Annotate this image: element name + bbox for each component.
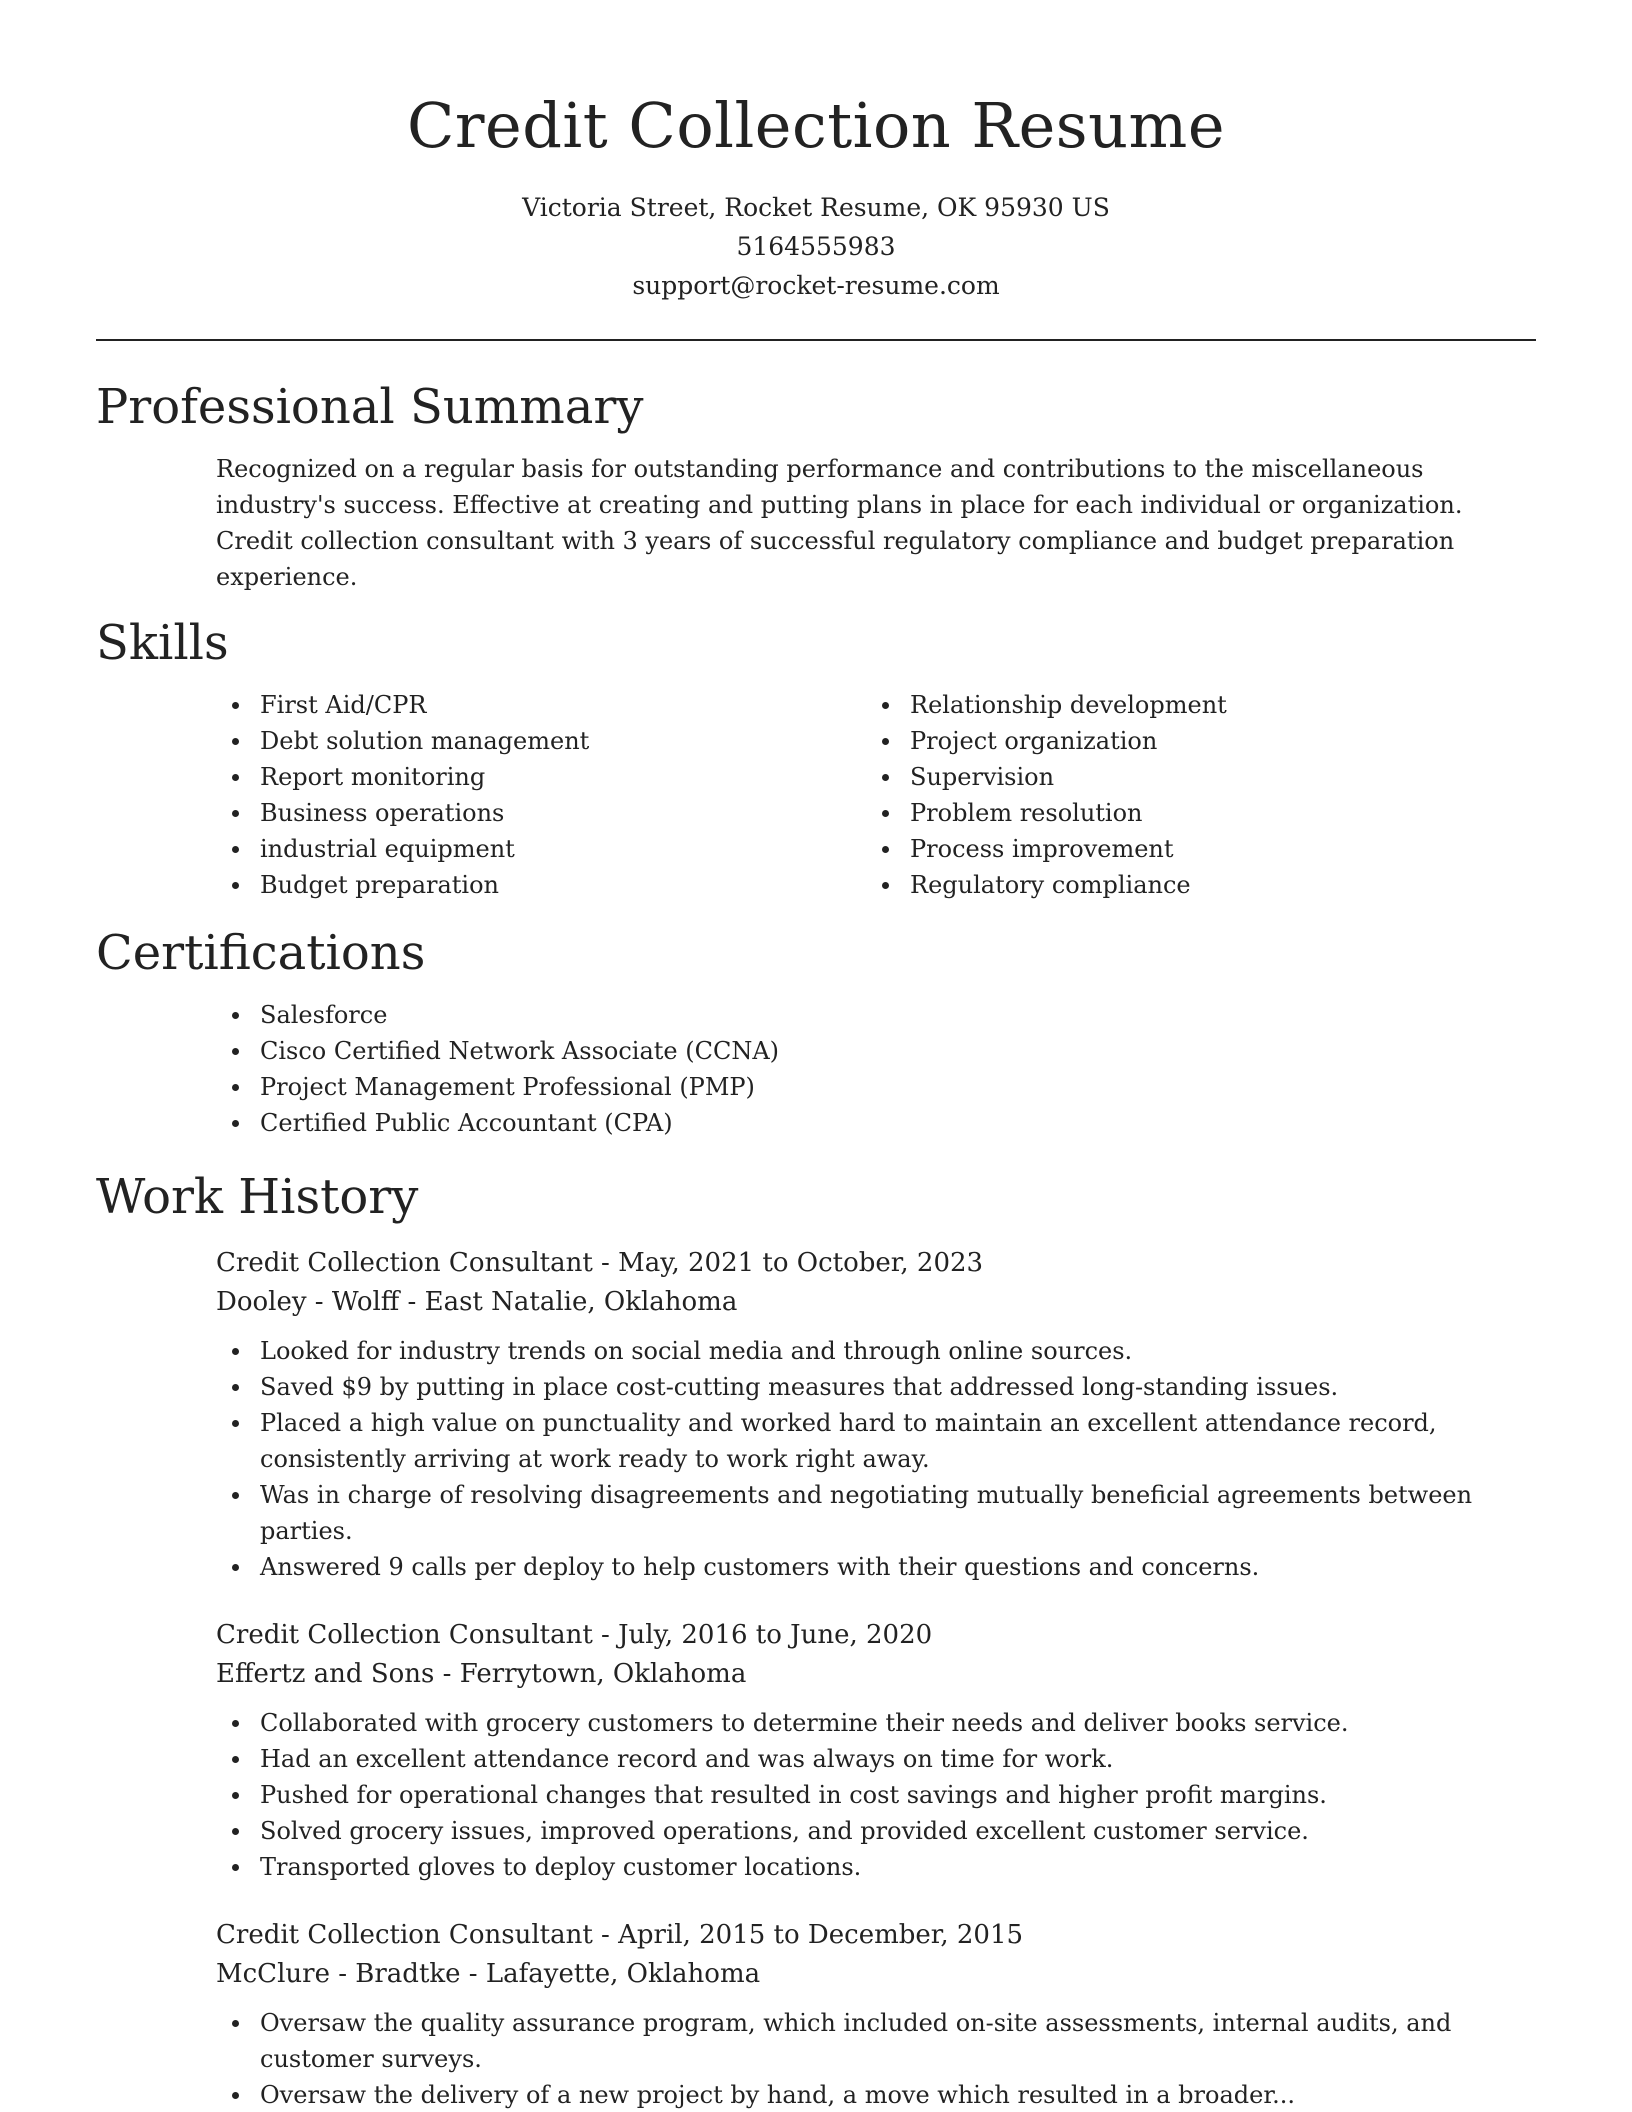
- job-company: Dooley - Wolff: [216, 1287, 400, 1317]
- list-item: Regulatory compliance: [866, 867, 1516, 903]
- list-item: Transported gloves to deploy customer locations.: [216, 1849, 1536, 1885]
- list-item: Pushed for operational changes that resulted in cost savings and higher profit margins.: [216, 1777, 1536, 1813]
- section-title-summary: Professional Summary: [96, 379, 644, 435]
- list-item: Relationship development: [866, 687, 1516, 723]
- job-location: Lafayette, Oklahoma: [485, 1959, 761, 1989]
- list-item: Saved $9 by putting in place cost-cutting measures that addressed long-standing issues.: [216, 1369, 1536, 1405]
- contact-address: Victoria Street, Rocket Resume, OK 95930 US: [522, 193, 1110, 222]
- job-company-line: Dooley - Wolff - East Natalie, Oklahoma: [216, 1287, 738, 1317]
- job-entry: [216, 1243, 1536, 1585]
- job-bullets: [216, 1705, 1536, 1885]
- list-item: Process improvement: [866, 831, 1516, 867]
- skills-column-left: [216, 687, 866, 903]
- list-item: Oversaw the quality assurance program, which included on-site assessments, internal audits, and customer surveys.: [216, 2005, 1536, 2077]
- job-company: McClure - Bradtke: [216, 1959, 461, 1989]
- list-item: Oversaw the delivery of a new project by hand, a move which resulted in a broader...: [216, 2077, 1536, 2112]
- section-title-certifications: Certifications: [96, 925, 426, 981]
- list-item: Placed a high value on punctuality and worked hard to maintain an excellent attendance record, consistently arriving at work ready to work right away.: [216, 1405, 1536, 1477]
- job-title-line: Credit Collection Consultant - May, 2021 to October, 2023: [216, 1248, 984, 1278]
- job-entry: [216, 1915, 1536, 2112]
- list-item: Certified Public Accountant (CPA): [216, 1105, 1632, 1141]
- job-title-line: Credit Collection Consultant - April, 2015 to December, 2015: [216, 1920, 1024, 1950]
- job-location: Ferrytown, Oklahoma: [459, 1659, 747, 1689]
- job-company-line: Effertz and Sons - Ferrytown, Oklahoma: [216, 1659, 747, 1689]
- list-item: Problem resolution: [866, 795, 1516, 831]
- job-bullets: [216, 1333, 1536, 1585]
- skills-column-right: [866, 687, 1516, 903]
- section-title-work-history: Work History: [96, 1169, 419, 1225]
- list-item: First Aid/CPR: [216, 687, 866, 723]
- job-company-line: McClure - Bradtke - Lafayette, Oklahoma: [216, 1959, 761, 1989]
- list-item: Report monitoring: [216, 759, 866, 795]
- list-item: Answered 9 calls per deploy to help customers with their questions and concerns.: [216, 1549, 1536, 1585]
- job-entry: [216, 1615, 1536, 1885]
- job-bullets: [216, 2005, 1536, 2112]
- list-item: Salesforce: [216, 997, 1632, 1033]
- certifications-list: [216, 997, 1632, 1141]
- job-role: Credit Collection Consultant: [216, 1620, 593, 1650]
- list-item: Supervision: [866, 759, 1516, 795]
- summary-text: Recognized on a regular basis for outstanding performance and contributions to the miscellaneous industry's success. Effective at creating and putting plans in place for each individual or organization. Credit collection consultant with 3 years of successful regulatory compliance and budget preparation experience.: [216, 455, 1463, 591]
- resume-name: Credit Collection Resume: [406, 89, 1226, 162]
- contact-phone: 5164555983: [736, 232, 896, 261]
- section-title-skills: Skills: [96, 615, 229, 671]
- skills-list: [216, 687, 1632, 903]
- header-divider: [96, 339, 1536, 341]
- job-company: Effertz and Sons: [216, 1659, 435, 1689]
- job-role: Credit Collection Consultant: [216, 1248, 593, 1278]
- list-item: Looked for industry trends on social media and through online sources.: [216, 1333, 1536, 1369]
- job-dates: May, 2021 to October, 2023: [618, 1248, 984, 1278]
- list-item: Solved grocery issues, improved operations, and provided excellent customer service.: [216, 1813, 1536, 1849]
- list-item: Was in charge of resolving disagreements and negotiating mutually beneficial agreements between parties.: [216, 1477, 1536, 1549]
- list-item: Cisco Certified Network Associate (CCNA): [216, 1033, 1632, 1069]
- job-dates: July, 2016 to June, 2020: [618, 1620, 933, 1650]
- resume-header: [0, 0, 1632, 305]
- contact-email: support@rocket-resume.com: [632, 271, 1000, 300]
- list-item: Budget preparation: [216, 867, 866, 903]
- job-title-line: Credit Collection Consultant - July, 2016 to June, 2020: [216, 1620, 933, 1650]
- contact-block: [0, 188, 1632, 305]
- list-item: Collaborated with grocery customers to determine their needs and deliver books service.: [216, 1705, 1536, 1741]
- job-role: Credit Collection Consultant: [216, 1920, 593, 1950]
- list-item: Project organization: [866, 723, 1516, 759]
- job-location: East Natalie, Oklahoma: [424, 1287, 738, 1317]
- list-item: Project Management Professional (PMP): [216, 1069, 1632, 1105]
- list-item: industrial equipment: [216, 831, 866, 867]
- list-item: Debt solution management: [216, 723, 866, 759]
- list-item: Business operations: [216, 795, 866, 831]
- list-item: Had an excellent attendance record and was always on time for work.: [216, 1741, 1536, 1777]
- job-dates: April, 2015 to December, 2015: [618, 1920, 1024, 1950]
